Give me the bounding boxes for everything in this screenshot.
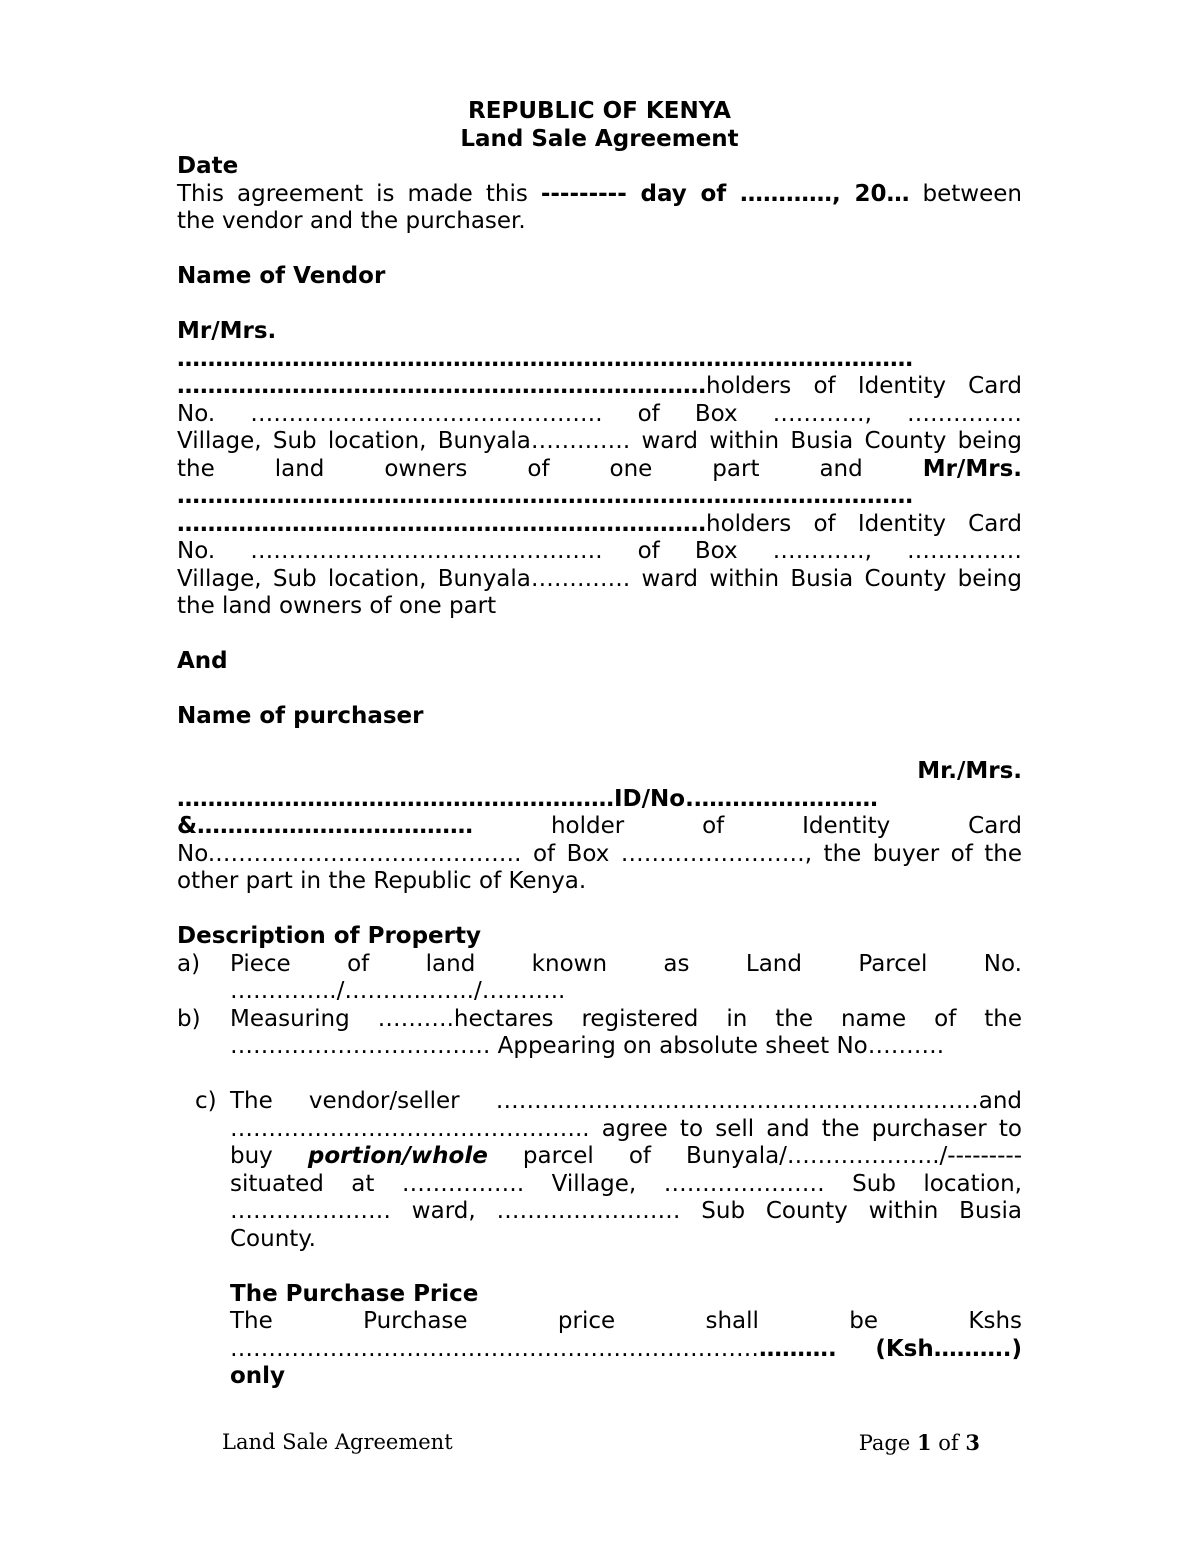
- price-line-2: [230, 1336, 1022, 1364]
- vendor-heading: Name of Vendor: [177, 263, 386, 289]
- date-line-1: [177, 181, 1022, 209]
- document-title: Land Sale Agreement: [460, 125, 739, 152]
- item-c-line-2: ……………………………………….. agree to sell and the purchaser to: [230, 1115, 1022, 1142]
- page-number: [859, 1430, 980, 1455]
- republic-heading: REPUBLIC OF KENYA: [468, 98, 731, 124]
- vendor-name-blank-4: [177, 511, 1022, 539]
- date-text: This agreement is made this: [177, 180, 541, 207]
- purchaser-id-line: …………………………………………………ID/No.……………………: [177, 785, 878, 812]
- date-heading: Date: [177, 153, 239, 179]
- purchaser-heading: Name of purchaser: [177, 703, 424, 729]
- purchaser-no-line: No.…………………………………. of Box ……………………, the buyer of the: [177, 840, 1022, 867]
- vendor-name-blank-1: ……………………………………………………………………………………: [177, 345, 913, 372]
- purchaser-amp: &………………………………: [177, 813, 474, 839]
- and-label: And: [177, 648, 228, 674]
- item-a-text: Piece of land known as Land Parcel No.: [230, 950, 1022, 977]
- date-line-2: the vendor and the purchaser.: [177, 208, 526, 234]
- vendor-id-line: No. ………………………………………. of Box …………, ……………: [177, 400, 1022, 427]
- purchaser-other-part: other part in the Republic of Kenya.: [177, 868, 587, 894]
- page-footer: [222, 1430, 980, 1455]
- item-c-label: c): [195, 1088, 217, 1114]
- vendor-dots: ……………………………………………………………: [177, 373, 706, 399]
- item-c-line-3: [230, 1143, 1022, 1171]
- item-a-label: a): [177, 950, 201, 977]
- property-item-a: [177, 951, 1022, 979]
- vendor-dots-2: ……………………………………………………………: [177, 510, 706, 537]
- item-b-label: b): [177, 1005, 201, 1032]
- vendor-name-blank-2: [177, 373, 1022, 401]
- owners-text: the land owners of one part and: [177, 455, 923, 482]
- item-c-line-1: The vendor/seller ………………………………………………………and: [230, 1088, 1022, 1114]
- property-item-b: [177, 1006, 1022, 1034]
- vendor-salutation: Mr/Mrs.: [177, 318, 277, 344]
- vendor-village-line-2: Village, Sub location, Bunyala…………. ward within Busia County being: [177, 565, 1022, 592]
- page-current: 1: [916, 1430, 932, 1455]
- date-blank: --------- day of …………, 20…: [540, 180, 910, 207]
- vendor-id-line-2: No. ………………………………………. of Box …………, ……………: [177, 538, 1022, 564]
- price-ksh: ………. (Ksh……….): [759, 1335, 1022, 1362]
- price-dots: ……………………………………………………………: [230, 1335, 759, 1362]
- owners-salutation: Mr/Mrs.: [922, 455, 1022, 482]
- property-item-c: [195, 1088, 1022, 1391]
- footer-title: Land Sale Agreement: [222, 1430, 453, 1454]
- date-text-end: between: [909, 180, 1022, 207]
- vendor-holders: holders of Identity Card: [706, 373, 1022, 399]
- vendor-holders-2: holders of Identity Card: [706, 510, 1022, 537]
- property-heading: Description of Property: [177, 923, 481, 949]
- agreement-page: [177, 98, 1022, 1391]
- vendor-owners-line: [177, 456, 1022, 484]
- purchaser-salutation: Mr./Mrs.: [917, 758, 1022, 784]
- vendor-name-blank-3: ……………………………………………………………………………………: [177, 483, 913, 509]
- portion-whole: portion/whole: [307, 1143, 488, 1169]
- price-line-1: The Purchase price shall be Kshs: [230, 1308, 1022, 1334]
- item-c-body: [230, 1088, 1022, 1391]
- price-heading: The Purchase Price: [230, 1280, 479, 1307]
- property-item-a-cont: …………../……………../………..: [230, 978, 566, 1004]
- page-word: Page: [858, 1431, 917, 1455]
- item-c-line-6: County.: [230, 1225, 316, 1252]
- parcel-text: parcel of Bunyala/………………../---------: [487, 1143, 1022, 1169]
- purchaser-holder: holder of Identity Card: [473, 813, 1022, 839]
- buy-text: buy: [230, 1143, 308, 1169]
- item-b-text: Measuring ……….hectares registered in the name of the: [230, 1005, 1022, 1032]
- vendor-owners-end: the land owners of one part: [177, 593, 497, 619]
- page-total: 3: [965, 1430, 980, 1455]
- of-word: of: [931, 1431, 966, 1455]
- vendor-village-line: Village, Sub location, Bunyala…………. ward within Busia County being: [177, 428, 1022, 454]
- price-only: only: [230, 1363, 286, 1389]
- item-c-line-5: ………………… ward, …………………… Sub County within Busia: [230, 1198, 1022, 1224]
- property-item-b-cont: ……………………………. Appearing on absolute sheet No……….: [230, 1033, 945, 1059]
- item-c-line-4: situated at ……………. Village, ………………… Sub location,: [230, 1170, 1022, 1197]
- purchaser-holder-line: [177, 813, 1022, 841]
